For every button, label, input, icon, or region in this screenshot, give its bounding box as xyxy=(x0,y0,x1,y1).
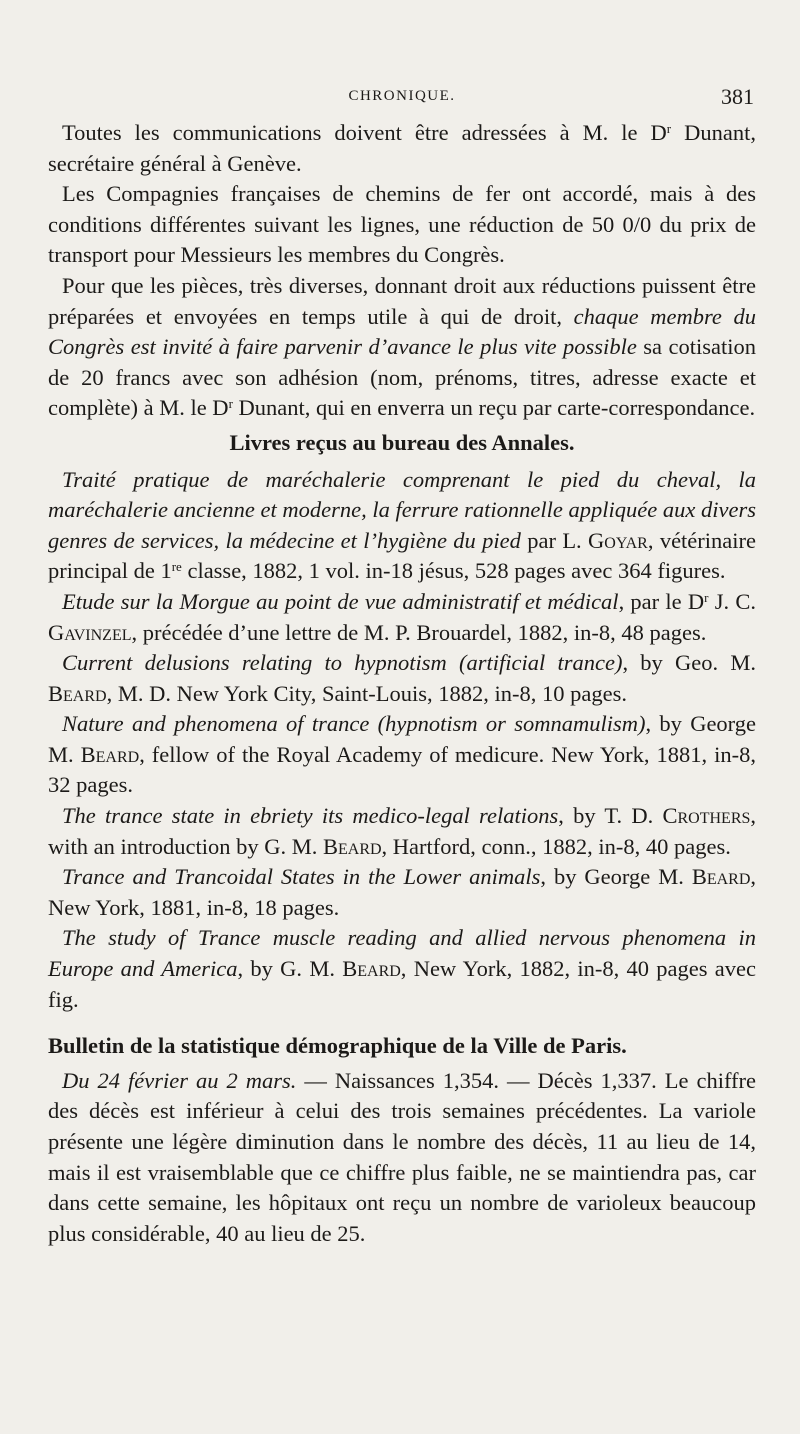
page-number: 381 xyxy=(721,84,754,109)
books-heading: Livres reçus au bureau des Annales. xyxy=(229,429,575,455)
book-entry: Etude sur la Morgue au point de vue administratif et médical, par le $D^r$ J. C. Gavinzel, précédée d’une lettre de M. P. Brouardel, 1882, in-8, 48 pages. xyxy=(48,588,757,645)
paragraph-railway-reduction: Les Compagnies françaises de chemins de fer ont accordé, mais à des conditions différentes suivant les lignes, une réduction de 50 0/0 du prix de transport pour Messieurs les membres du Congrès. xyxy=(48,181,756,268)
running-header xyxy=(48,84,756,112)
book-entry: Traité pratique de maréchalerie comprenant le pied du cheval, la maréchalerie ancienne et moderne, la ferrure rationnelle appliquée aux divers genres de services, la médecine et l’hygiène du pied par L. Goyar, vétérinaire principal de 1re classe, 1882, 1 vol. in-18 jésus, 528 pages avec 364 figures. xyxy=(48,466,757,584)
bulletin-heading: Bulletin de la statistique démographique de la Ville de Paris. xyxy=(48,1033,627,1059)
paragraph-registration: Pour que les pièces, très diverses, donnant droit aux réductions puissent être préparées et envoyées en temps utile à qui de droit, chaque membre du Congrès est invité à faire parvenir d’avance le plus vite possible sa cotisation de 20 francs avec son adhésion (nom, prénoms, titres, adresse exacte et complète) à M. le $D^r$ Dunant, qui en enverra un reçu par carte-correspondance. xyxy=(48,272,756,421)
book-entry: Current delusions relating to hypnotism (artificial trance), by Geo. M. Beard, M. D. New York City, Saint-Louis, 1882, in-8, 10 pages. xyxy=(48,650,756,706)
running-title: CHRONIQUE. xyxy=(348,88,456,104)
paragraph-bulletin: Du 24 février au 2 mars. — Naissances 1,354. — Décès 1,337. Le chiffre des décès est inférieur à celui des trois semaines précédentes. La variole présente une légère diminution dans le nombre des décès, 11 au lieu de 14, mais il est vraisemblable que ce chiffre plus faible, ne se maintiendra pas, car dans cette semaine, les hôpitaux ont reçu un nombre de varioleux beaucoup plus considérable, 40 au lieu de 25. xyxy=(48,1067,757,1246)
page-body xyxy=(48,118,756,1249)
book-entry: The trance state in ebriety its medico-legal relations, by T. D. Crothers, with an introduction by G. M. Beard, Hartford, conn., 1882, in-8, 40 pages. xyxy=(48,803,757,859)
book-entry: Nature and phenomena of trance (hypnotism or somnamulism), by George M. Beard, fellow of the Royal Academy of medicure. New York, 1881, in-8, 32 pages. xyxy=(48,711,756,798)
book-entry: The study of Trance muscle reading and allied nervous phenomena in Europe and America, by G. M. Beard, New York, 1882, in-8, 40 pages avec fig. xyxy=(48,925,757,1012)
paragraph-communications: Toutes les communications doivent être adressées à M. le $D^r$ Dunant, secrétaire général à Genève. xyxy=(48,120,756,176)
book-entry: Trance and Trancoidal States in the Lower animals, by George M. Beard, New York, 1881, in-8, 18 pages. xyxy=(48,864,756,920)
